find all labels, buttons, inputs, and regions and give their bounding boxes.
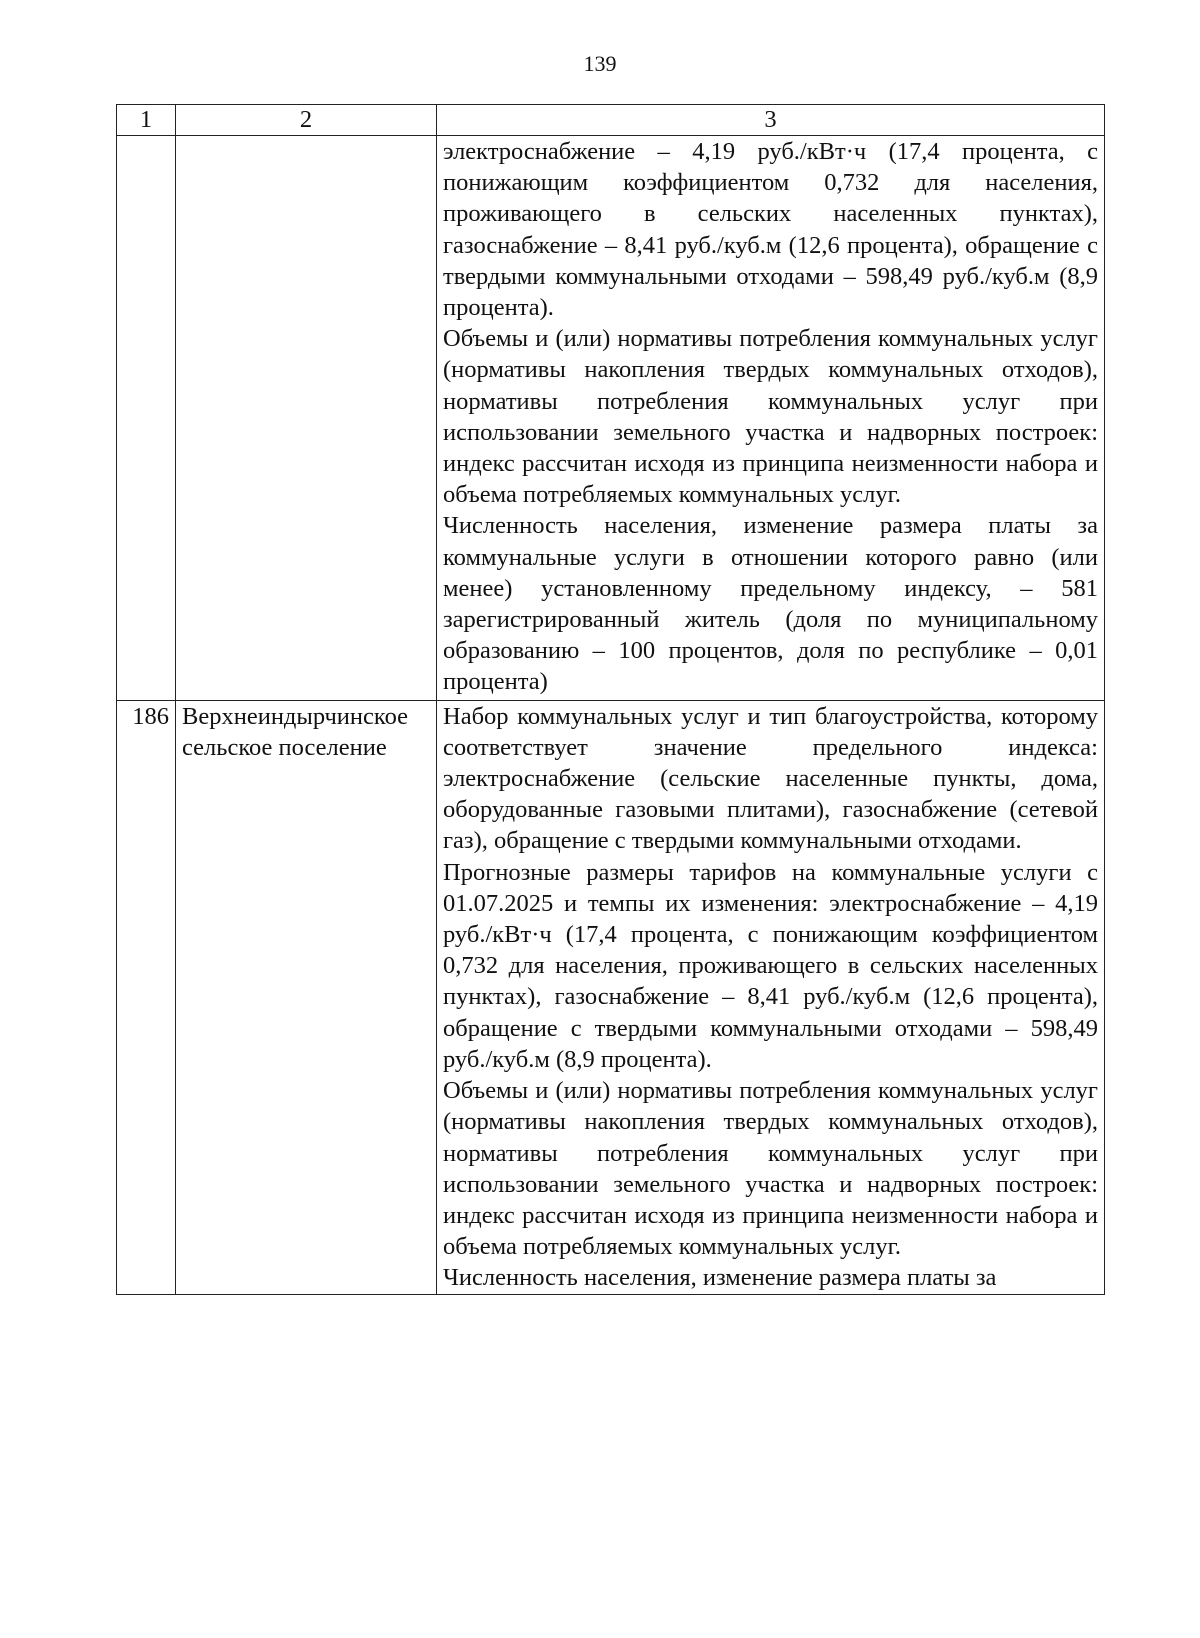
column-header-2: 2 <box>176 105 437 136</box>
description-paragraph: Объемы и (или) нормативы потребления коммунальных услуг (нормативы накопления твердых коммунальных отходов), нормативы потребления коммунальных услуг при использовании земельного участка и надворных построек: индекс рассчитан исходя из принципа неизменности набора и объема потребляемых коммунальных услуг. <box>443 1077 1098 1261</box>
description-paragraph: Численность населения, изменение размера платы за коммунальные услуги в отношении которого равно (или менее) установленному предельному индексу, – 581 зарегистрированный житель (доля по муниципальному образованию – 100 процентов, доля по республике – 0,01 процента) <box>443 512 1098 696</box>
column-header-3: 3 <box>437 105 1105 136</box>
column-header-1: 1 <box>117 105 176 136</box>
description-paragraph: электроснабжение – 4,19 руб./кВт·ч (17,4 процента, с понижающим коэффициентом 0,732 для населения, проживающего в сельских населенных пунктах), газоснабжение – 8,41 руб./куб.м (12,6 процента), обращение с твердыми коммунальными отходами – 598,49 руб./куб.м (8,9 процента). <box>443 138 1098 322</box>
description-paragraph: Объемы и (или) нормативы потребления коммунальных услуг (нормативы накопления твердых коммунальных отходов), нормативы потребления коммунальных услуг при использовании земельного участка и надворных построек: индекс рассчитан исходя из принципа неизменности набора и объема потребляемых коммунальных услуг. <box>443 325 1098 509</box>
row-number-cell <box>117 136 176 701</box>
description-paragraph: Численность населения, изменение размера платы за <box>443 1264 997 1292</box>
table-row-186 <box>117 700 1105 1294</box>
description-paragraph: Набор коммунальных услуг и тип благоустройства, которому соответствует значение предельного индекса: электроснабжение (сельские населенные пункты, дома, оборудованные газовыми плитами), газоснабжение (сетевой газ), обращение с твердыми коммунальными отходами. <box>443 702 1098 855</box>
table-row-continuation <box>117 136 1105 701</box>
description-cell <box>437 700 1105 1294</box>
page-number: 139 <box>583 51 617 76</box>
settlement-name-cell: Верхнеиндырчинское сельское поселение <box>176 700 437 1294</box>
tariff-table <box>116 104 1105 1295</box>
table-header-row <box>117 105 1105 136</box>
description-paragraph: Прогнозные размеры тарифов на коммунальные услуги с 01.07.2025 и темпы их изменения: электроснабжение – 4,19 руб./кВт·ч (17,4 процента, с понижающим коэффициентом 0,732 для населения, проживающего в сельских населенных пунктах), газоснабжение – 8,41 руб./куб.м (12,6 процента), обращение с твердыми коммунальными отходами – 598,49 руб./куб.м (8,9 процента). <box>443 858 1098 1073</box>
settlement-name-cell <box>176 136 437 701</box>
description-cell <box>437 136 1105 701</box>
row-number-cell: 186 <box>117 700 176 1294</box>
